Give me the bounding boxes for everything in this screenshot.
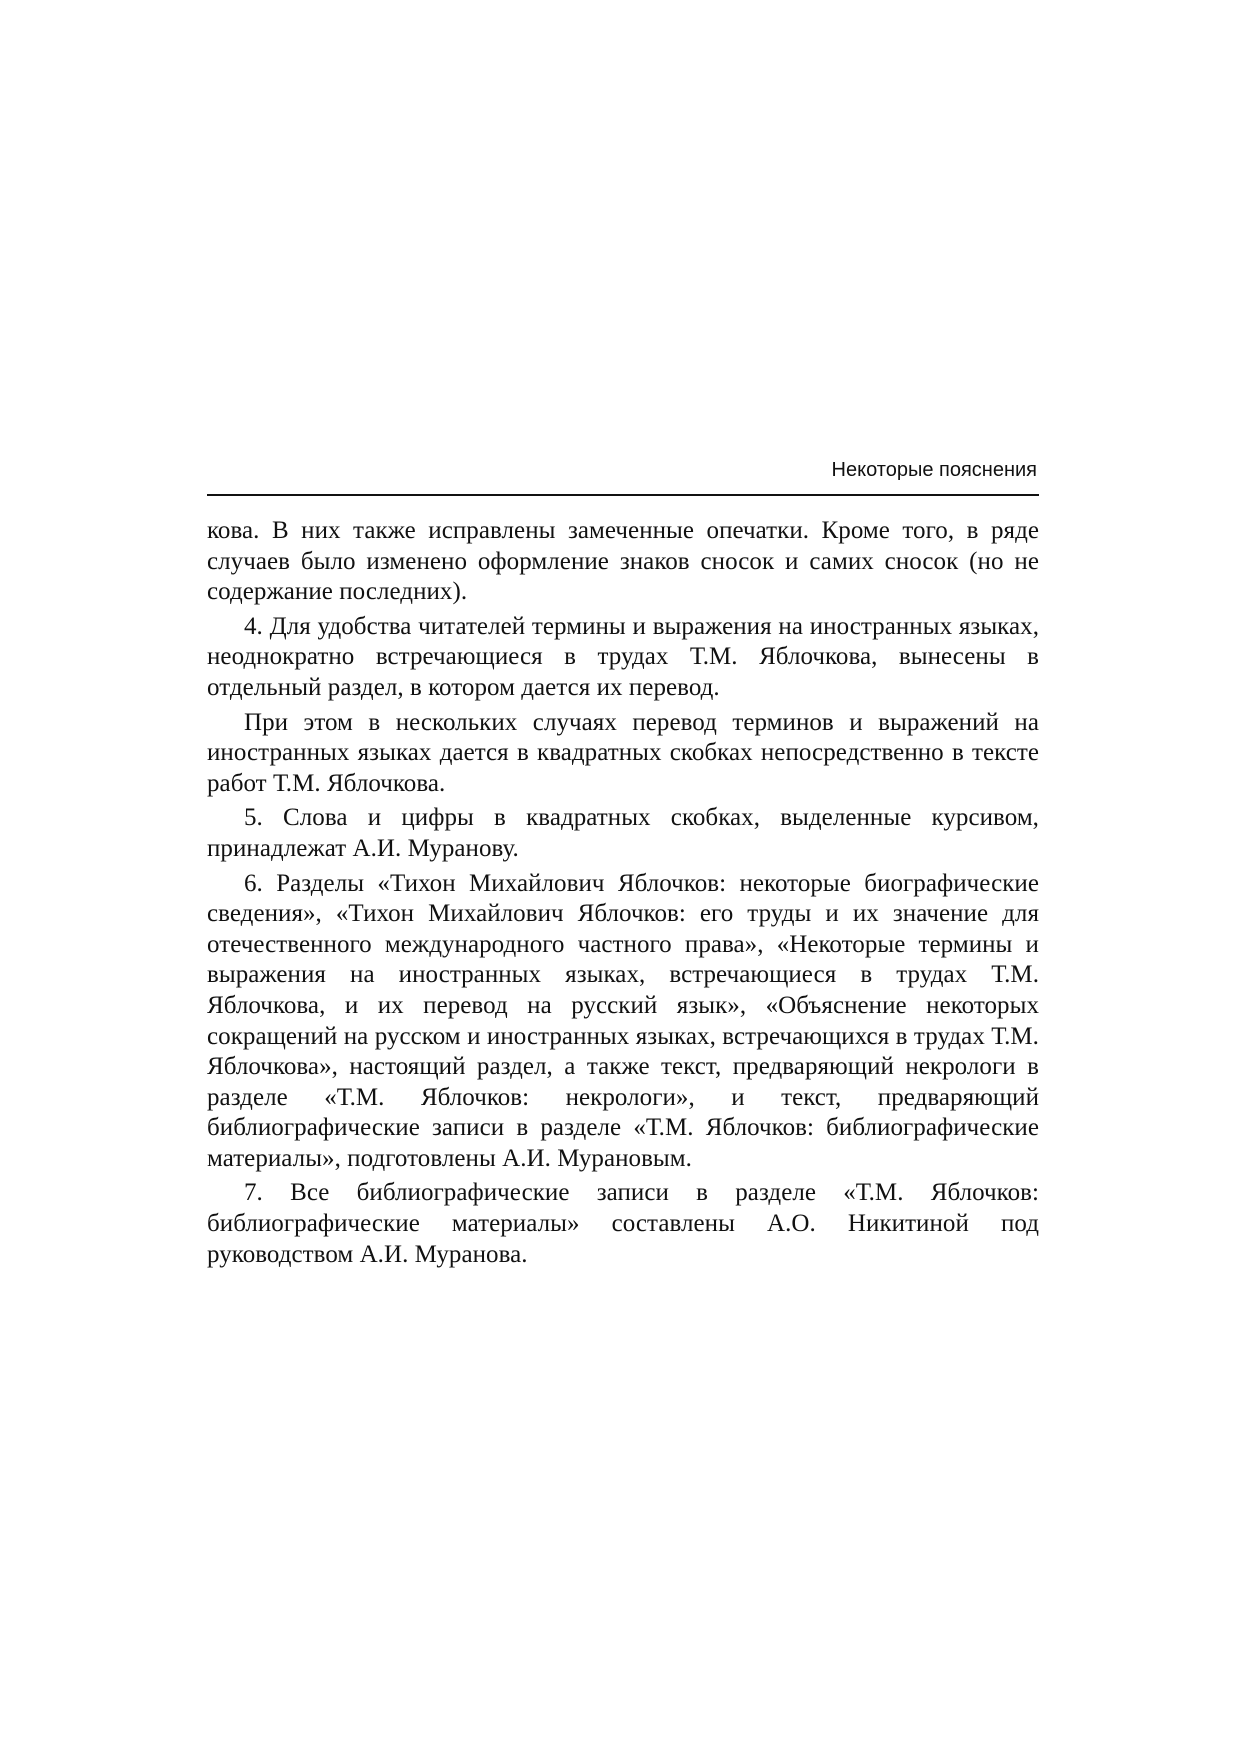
running-header bbox=[207, 458, 1039, 494]
paragraph-continuation: кова. В них также исправлены замеченные опечатки. Кроме того, в ряде случаев было изменено оформление знаков сносок и самих сносок (но не содержание последних). bbox=[207, 517, 1039, 606]
body-text bbox=[207, 516, 1039, 1270]
running-header-title: Некоторые пояснения bbox=[831, 459, 1037, 481]
paragraph-item-7: 7. Все библиографические записи в разделе «Т.М. Яблочков: библиографические материалы» составлены А.О. Никитиной под руководством А.И. Муранова. bbox=[207, 1179, 1039, 1268]
header-rule bbox=[207, 494, 1039, 496]
paragraph-item-5: 5. Слова и цифры в квадратных скобках, выделенные курсивом, принадлежат А.И. Муранову. bbox=[207, 804, 1039, 862]
paragraph-item-6: 6. Разделы «Тихон Михайлович Яблочков: некоторые биографические сведения», «Тихон Михайлович Яблочков: его труды и их значение для отечественного международного частного права», «Некоторые термины и выражения на иностранных языках, встречающиеся в трудах Т.М. Яблочкова, и их перевод на русский язык», «Объяснение некоторых сокращений на русском и иностранных языках, встречающихся в трудах Т.М. Яблочкова», настоящий раздел, а также текст, предваряющий некрологи в разделе «Т.М. Яблочков: некрологи», и текст, предваряющий библиографические записи в разделе «Т.М. Яблочков: библиографические материалы», подготовлены А.И. Мурановым. bbox=[207, 869, 1039, 1172]
book-page bbox=[207, 458, 1039, 1274]
paragraph-item-4: 4. Для удобства читателей термины и выражения на иностранных языках, неоднократно встречающиеся в трудах Т.М. Яблочкова, вынесены в отдельный раздел, в котором дается их перевод. bbox=[207, 612, 1039, 701]
paragraph-item-4-note: При этом в нескольких случаях перевод терминов и выражений на иностранных языках дается в квадратных скобках непосредственно в тексте работ Т.М. Яблочкова. bbox=[207, 708, 1039, 797]
